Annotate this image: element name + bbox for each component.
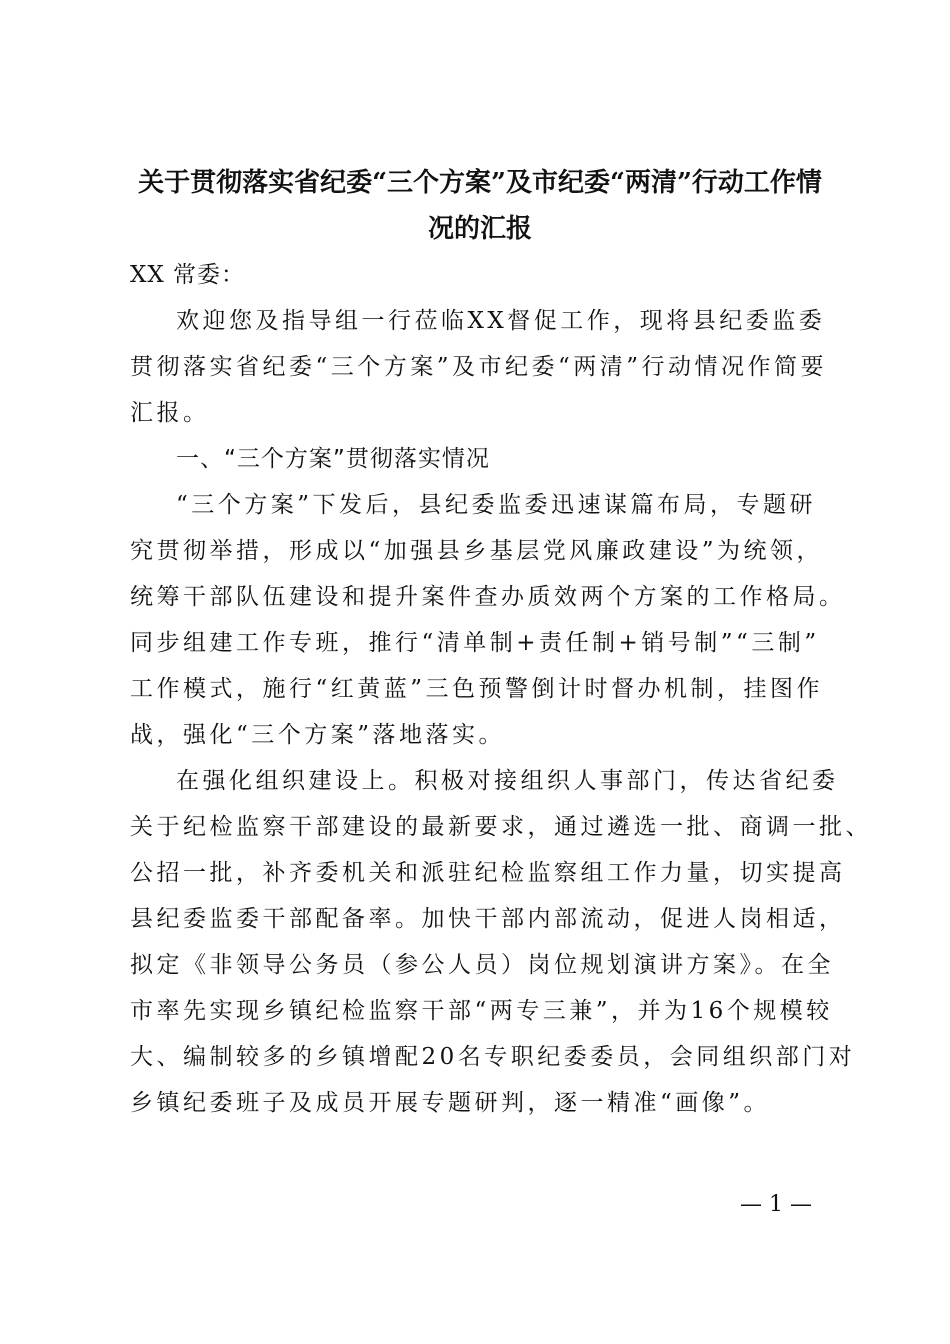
paragraph-line: 关于纪检监察干部建设的最新要求，通过遴选一批、商调一批、 — [130, 814, 872, 840]
paragraph-line: 在强化组织建设上。积极对接组织人事部门，传达省纪委 — [176, 768, 839, 794]
title-line: 况的汇报 — [427, 214, 532, 244]
paragraph-line: 公招一批，补齐委机关和派驻纪检监察组工作力量，切实提高 — [130, 860, 846, 886]
paragraph-line: 县纪委监委干部配备率。加快干部内部流动，促进人岗相适， — [130, 906, 846, 932]
page-number: — 1 — — [740, 1192, 812, 1217]
document-title — [130, 160, 830, 252]
paragraph-line: “三个方案”下发后，县纪委监委迅速谋篇布局，专题研 — [176, 492, 817, 518]
paragraph-line: 工作模式，施行“红黄蓝”三色预警倒计时督办机制，挂图作 — [130, 676, 824, 702]
paragraph-line: 统筹干部队伍建设和提升案件查办质效两个方案的工作格局。 — [130, 584, 846, 610]
document-body — [130, 160, 872, 1126]
paragraph-line: 战，强化“三个方案”落地落实。 — [130, 722, 506, 748]
section-heading: 一、“三个方案”贯彻落实情况 — [176, 446, 490, 472]
paragraph-line: 拟定《非领导公务员（参公人员）岗位规划演讲方案》。在全 — [130, 952, 834, 978]
salutation: XX 常委： — [130, 262, 246, 288]
paragraph-line: 贯彻落实省纪委“三个方案”及市纪委“两清”行动情况作简要 — [130, 354, 828, 380]
paragraph-line: 究贯彻举措，形成以“加强县乡基层党风廉政建设”为统领， — [130, 538, 824, 564]
paragraph-line: 乡镇纪委班子及成员开展专题研判，逐一精准“画像”。 — [130, 1090, 771, 1116]
intro-paragraph — [130, 298, 830, 436]
paragraph-line: 市率先实现乡镇纪检监察干部“两专三兼”，并为16个规模较 — [130, 998, 833, 1024]
paragraph-line: 大、编制较多的乡镇增配20名专职纪委委员，会同组织部门对 — [130, 1044, 856, 1070]
title-line: 关于贯彻落实省纪委“三个方案”及市纪委“两清”行动工作情 — [138, 168, 822, 198]
paragraph-line: 同步组建工作专班，推行“清单制+责任制+销号制”“三制” — [130, 630, 820, 656]
section1-paragraph-2 — [130, 758, 872, 1126]
section1-paragraph-1 — [130, 482, 846, 758]
paragraph-line: 欢迎您及指导组一行莅临XX督促工作，现将县纪委监委 — [176, 308, 826, 334]
paragraph-line: 汇报。 — [130, 400, 210, 426]
